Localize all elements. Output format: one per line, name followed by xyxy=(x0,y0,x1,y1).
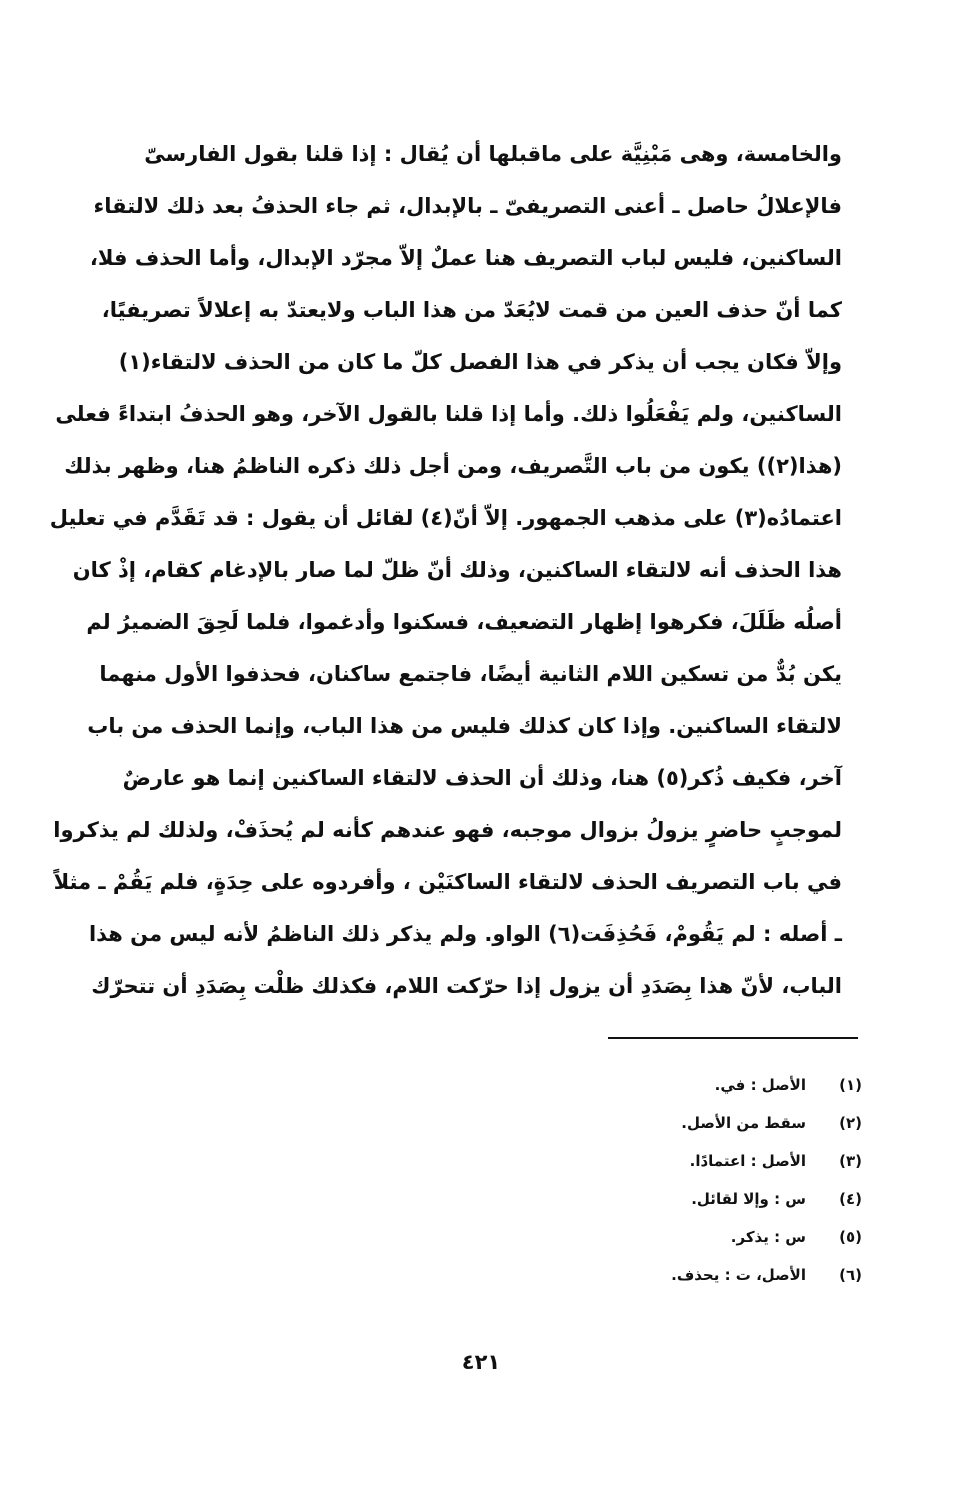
footnote-text: الأصل : في. xyxy=(714,1076,806,1094)
footnote xyxy=(520,1218,862,1256)
footnote xyxy=(520,1142,862,1180)
text-line: هذا الحذف أنه لالتقاء الساكنين، وذلك أنّ ظلّ لما صار بالإدغام كقام، إذْ كان xyxy=(72,558,842,582)
text-line: فالإعلالُ حاصل ـ أعنى التصريفىّ ـ بالإبدال، ثم جاء الحذفُ بعد ذلك لالتقاء xyxy=(93,194,842,218)
footnote-text: س : يذكر. xyxy=(730,1228,806,1246)
footnote-number: (٦) xyxy=(839,1266,862,1284)
footnote-number: (٢) xyxy=(839,1114,862,1132)
page-number: ٤٢١ xyxy=(461,1350,501,1374)
text-line: الساكنين، ولم يَفْعَلُوا ذلك. وأما إذا قلنا بالقول الآخر، وهو الحذفُ ابتداءً فعلى xyxy=(55,402,842,426)
text-line: لموجبٍ حاضرٍ يزولُ بزوال موجبه، فهو عندهم كأنه لم يُحذَفْ، ولذلك لم يذكروا xyxy=(53,818,842,842)
text-line: كما أنّ حذف العين من قمت لايُعَدّ من هذا الباب ولايعتدّ به إعلالاً تصريفيًا، xyxy=(101,298,842,322)
footnote xyxy=(520,1066,862,1104)
text-line: آخر، فكيف ذُكر(٥) هنا، وذلك أن الحذف لالتقاء الساكنين إنما هو عارضٌ xyxy=(122,766,842,790)
footnotes xyxy=(520,1066,862,1294)
footnote-text: س : وإلا لقائل. xyxy=(691,1190,806,1208)
footnote-text: سقط من الأصل. xyxy=(681,1114,806,1132)
footnote-text: الأصل : اعتمادًا. xyxy=(689,1152,806,1170)
text-line: في باب التصريف الحذف لالتقاء الساكنَيْن ، وأفردوه على حِدَةٍ، فلم يَقُمْ ـ مثلاً xyxy=(53,870,842,894)
text-line: الباب، لأنّ هذا بِصَدَدِ أن يزول إذا حرّكت اللام، فكذلك ظلْت بِصَدَدِ أن تتحرّك xyxy=(91,974,842,998)
footnote-text: الأصل، ت : يحذف. xyxy=(671,1266,806,1284)
text-line: ـ أصله : لم يَقُومْ، فَحُذِفَت(٦) الواو. ولم يذكر ذلك الناظمُ لأنه ليس من هذا xyxy=(88,922,842,946)
text-line: اعتمادُه(٣) على مذهب الجمهور. إلاّ أنّ(٤) لقائل أن يقول : قد تَقَدَّم في تعليل xyxy=(49,506,842,530)
footnote-number: (١) xyxy=(839,1076,862,1094)
text-line: (هذا(٢)) يكون من باب التَّصريف، ومن أجل ذلك ذكره الناظمُ هنا، وظهر بذلك xyxy=(64,454,842,478)
footnote-number: (٥) xyxy=(839,1228,862,1246)
footnote xyxy=(520,1180,862,1218)
footnote-number: (٤) xyxy=(839,1190,862,1208)
text-line: الساكنين، فليس لباب التصريف هنا عملٌ إلاّ مجرّد الإبدال، وأما الحذف فلا، xyxy=(89,246,842,270)
text-line: يكن بُدٌّ من تسكين اللام الثانية أيضًا، فاجتمع ساكنان، فحذفوا الأول منهما xyxy=(99,662,842,686)
footnote-number: (٣) xyxy=(839,1152,862,1170)
text-line: والخامسة، وهى مَبْنِيَّة على ماقبلها أن يُقال : إذا قلنا بقول الفارسىّ xyxy=(144,142,842,166)
footnote-divider xyxy=(608,1037,858,1039)
text-line: لالتقاء الساكنين. وإذا كان كذلك فليس من هذا الباب، وإنما الحذف من باب xyxy=(87,714,842,738)
footnote xyxy=(520,1256,862,1294)
text-line: أصلُه ظَلَلَ، فكرهوا إظهار التضعيف، فسكنوا وأدغموا، فلما لَحِقَ الضميرُ لم xyxy=(86,610,842,634)
main-text xyxy=(49,128,842,1012)
text-line: وإلاّ فكان يجب أن يذكر في هذا الفصل كلّ ما كان من الحذف لالتقاء(١) xyxy=(118,350,842,374)
footnote xyxy=(520,1104,862,1142)
